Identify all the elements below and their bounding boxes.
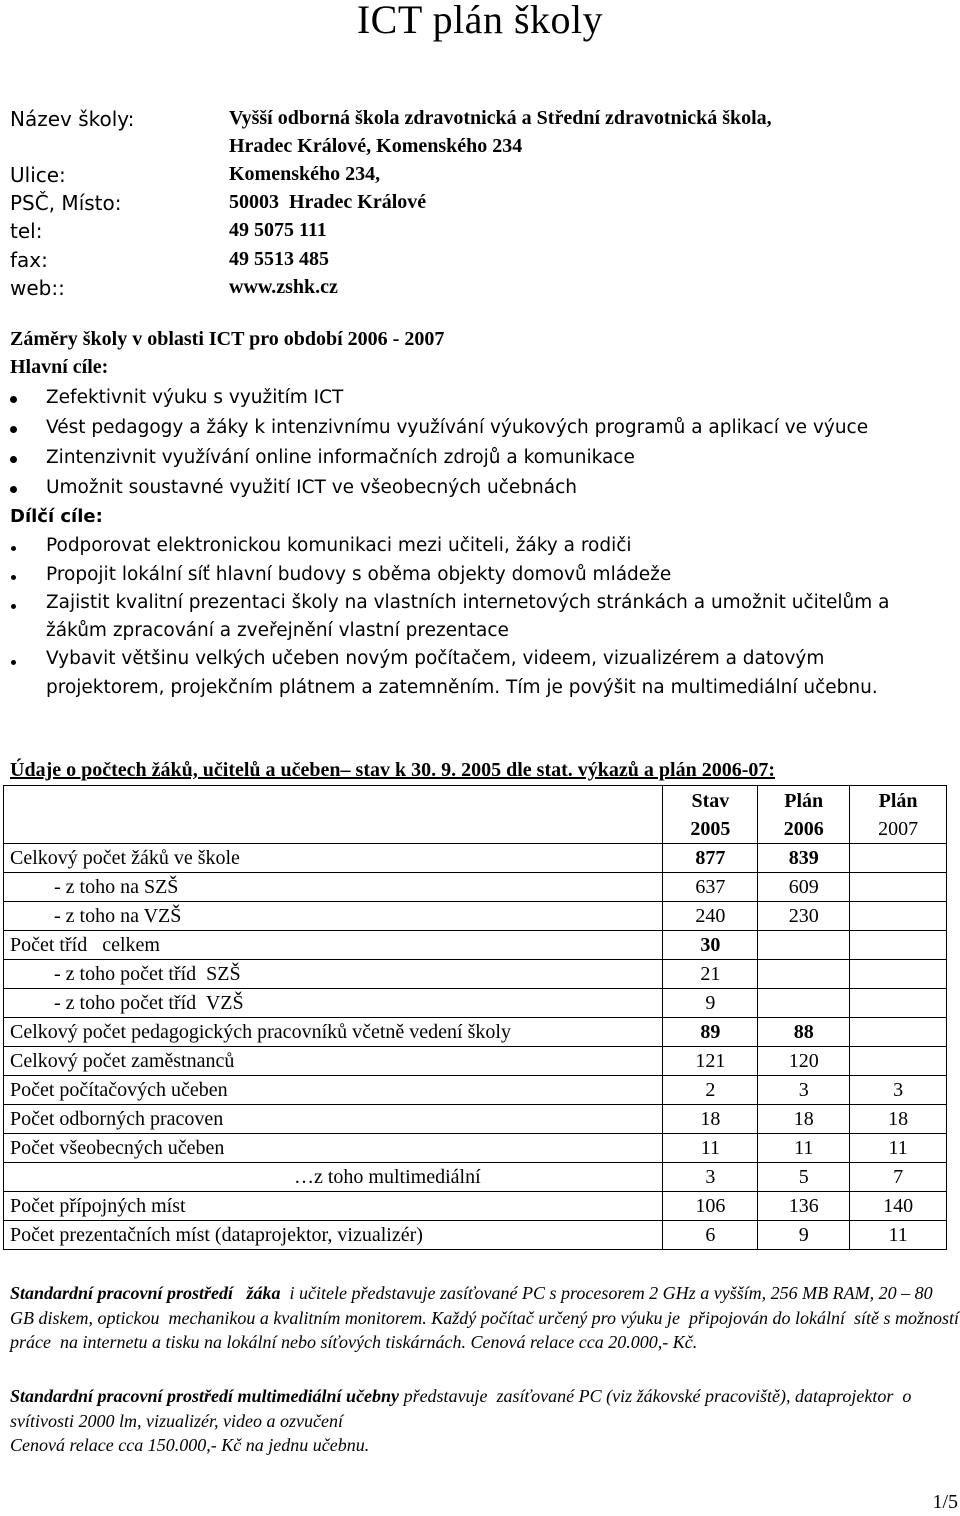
cell-value: 89 [663, 1018, 758, 1047]
list-item-continuation: žákům zpracování a zveřejnění vlastní prezentace [46, 620, 509, 641]
cell-value: 18 [758, 1105, 850, 1134]
list-item: Umožnit soustavné využití ICT ve všeobecných učebnách [46, 477, 577, 498]
cell-value: 3 [758, 1076, 850, 1105]
cell-value: 18 [663, 1105, 758, 1134]
table-row [4, 873, 947, 902]
statistics-table [3, 785, 947, 1250]
list-item: Zintenzivnit využívání online informačních zdrojů a komunikace [46, 447, 635, 468]
bullet-icon [10, 396, 17, 403]
row-label: - z toho na SZŠ [4, 873, 663, 902]
header-plan-year: 2007 [878, 818, 919, 840]
info-value-web: www.zshk.cz [229, 276, 338, 298]
main-goals-heading: Hlavní cíle: [10, 356, 109, 378]
table-row [4, 960, 947, 989]
table-row [4, 931, 947, 960]
info-label-street: Ulice: [10, 163, 66, 187]
row-label: - z toho na VZŠ [4, 902, 663, 931]
row-label: - z toho počet tříd SZŠ [4, 960, 663, 989]
table-row [4, 989, 947, 1018]
cell-value: 30 [663, 931, 758, 960]
cell-value [850, 960, 947, 989]
info-label-tel: tel: [10, 219, 43, 243]
cell-value: 11 [850, 1134, 947, 1163]
row-label: Celkový počet zaměstnanců [4, 1047, 663, 1076]
table-row [4, 1221, 947, 1250]
info-value-zip: 50003 Hradec Králové [229, 191, 427, 213]
cell-value: 2 [663, 1076, 758, 1105]
cell-value [758, 960, 850, 989]
list-item: Podporovat elektronickou komunikaci mezi učiteli, žáky a rodiči [46, 535, 632, 556]
cell-value: 7 [850, 1163, 947, 1192]
row-label: Počet všeobecných učeben [4, 1134, 663, 1163]
cell-value: 9 [663, 989, 758, 1018]
row-label: Počet počítačových učeben [4, 1076, 663, 1105]
info-value-name: Vyšší odborná škola zdravotnická a Střední zdravotnická škola, [229, 107, 772, 129]
goals-heading: Záměry školy v oblasti ICT pro období 2006 - 2007 [10, 328, 445, 350]
bullet-icon [11, 546, 16, 551]
cell-value: 21 [663, 960, 758, 989]
table-header-cell [850, 786, 947, 844]
info-value-fax: 49 5513 485 [229, 248, 329, 270]
table-header-row [4, 786, 947, 844]
cell-value: 877 [663, 844, 758, 873]
bullet-icon [11, 604, 16, 609]
list-item: Zefektivnit výuku s využitím ICT [46, 387, 344, 408]
table-row [4, 1105, 947, 1134]
table-header-cell [758, 786, 850, 844]
standard-classroom-paragraph [10, 1384, 960, 1433]
cell-value: 839 [758, 844, 850, 873]
cell-value [850, 873, 947, 902]
list-item-continuation: projektorem, projekčním plátnem a zatemněním. Tím je povýšit na multimediální učebnu. [46, 677, 878, 698]
cell-value [850, 931, 947, 960]
cell-value [758, 989, 850, 1018]
table-row [4, 1163, 947, 1192]
list-item: Zajistit kvalitní prezentaci školy na vlastních internetových stránkách a umožnit učitelům a [46, 592, 890, 613]
cell-value: 637 [663, 873, 758, 902]
header-plan: Plán [878, 790, 918, 812]
cell-value: 136 [758, 1192, 850, 1221]
cell-value: 609 [758, 873, 850, 902]
header-stav-year: 2005 [690, 818, 731, 840]
standard-pc-text: i učitele představuje zasíťované PC s procesorem 2 GHz a vyšším, 256 MB RAM, 20 – 80 GB diskem, optickou mechanikou a kvalitním monitorem. Každý počítač určený pro výuku je připojován do lokální sítě s možností práce na internetu a tisku na lokální nebo síťových tiskárnách. Cenová relace cca 20.000,- Kč. [10, 1283, 959, 1352]
cell-value [850, 902, 947, 931]
bullet-icon [11, 575, 16, 580]
cell-value [758, 931, 850, 960]
cell-value: 5 [758, 1163, 850, 1192]
header-plan-year: 2006 [783, 818, 824, 840]
standard-pc-heading: Standardní pracovní prostředí žáka [10, 1283, 281, 1303]
partial-goals-heading: Dílčí cíle: [10, 506, 103, 527]
header-stav: Stav [691, 790, 730, 812]
info-value-street: Komenského 234, [229, 163, 381, 185]
table-row [4, 1076, 947, 1105]
info-value-name-cont: Hradec Králové, Komenského 234 [229, 135, 523, 157]
standard-pc-paragraph [10, 1281, 960, 1355]
cell-value [850, 1047, 947, 1076]
table-title: Údaje o počtech žáků, učitelů a učeben– stav k 30. 9. 2005 dle stat. výkazů a plán 2006-07: [10, 759, 776, 781]
table-row [4, 1018, 947, 1047]
row-label: Celkový počet žáků ve škole [4, 844, 663, 873]
list-item: Vybavit většinu velkých učeben novým počítačem, videem, vizualizérem a datovým [46, 648, 825, 669]
cell-value: 140 [850, 1192, 947, 1221]
row-label: Počet přípojných míst [4, 1192, 663, 1221]
cell-value [850, 844, 947, 873]
table-row [4, 1192, 947, 1221]
cell-value: 88 [758, 1018, 850, 1047]
cell-value: 3 [850, 1076, 947, 1105]
row-label: Počet prezentačních míst (dataprojektor, vizualizér) [4, 1221, 663, 1250]
info-label-web: web:: [10, 276, 65, 300]
cell-value: 11 [663, 1134, 758, 1163]
cell-value: 240 [663, 902, 758, 931]
list-item: Propojit lokální síť hlavní budovy s oběma objekty domovů mládeže [46, 564, 672, 585]
list-item: Vést pedagogy a žáky k intenzivnímu využívání výukových programů a aplikací ve výuce [46, 417, 869, 438]
info-label-name: Název školy: [10, 107, 135, 131]
row-label: - z toho počet tříd VZŠ [4, 989, 663, 1018]
cell-value [850, 989, 947, 1018]
bullet-icon [11, 660, 16, 665]
row-label: …z toho multimediální [4, 1163, 663, 1192]
row-label: Počet tříd celkem [4, 931, 663, 960]
cell-value: 18 [850, 1105, 947, 1134]
standard-classroom-text: představuje zasíťované PC (viz žákovské pracoviště), dataprojektor o svítivosti 2000 lm, vizualizér, video a ozvučení [10, 1386, 916, 1431]
page-number: 1/5 [932, 1491, 958, 1513]
cell-value: 9 [758, 1221, 850, 1250]
cell-value: 121 [663, 1047, 758, 1076]
table-row [4, 1134, 947, 1163]
cell-value: 6 [663, 1221, 758, 1250]
row-label: Počet odborných pracoven [4, 1105, 663, 1134]
bullet-icon [10, 456, 17, 463]
table-row [4, 844, 947, 873]
row-label: Celkový počet pedagogických pracovníků včetně vedení školy [4, 1018, 663, 1047]
page-title: ICT plán školy [356, 0, 604, 42]
cell-value: 3 [663, 1163, 758, 1192]
header-plan: Plán [784, 790, 824, 812]
info-label-fax: fax: [10, 248, 48, 272]
cell-value: 230 [758, 902, 850, 931]
bullet-icon [10, 426, 17, 433]
table-row [4, 902, 947, 931]
cell-value [850, 1018, 947, 1047]
cell-value: 106 [663, 1192, 758, 1221]
cell-value: 120 [758, 1047, 850, 1076]
table-header-cell [4, 786, 663, 844]
table-header-cell [663, 786, 758, 844]
classroom-price: Cenová relace cca 150.000,- Kč na jednu učebnu. [10, 1435, 370, 1455]
standard-classroom-heading: Standardní pracovní prostředí multimediální učebny [10, 1386, 400, 1406]
bullet-icon [10, 486, 17, 493]
info-value-tel: 49 5075 111 [229, 219, 327, 241]
cell-value: 11 [850, 1221, 947, 1250]
table-row [4, 1047, 947, 1076]
cell-value: 11 [758, 1134, 850, 1163]
info-label-zip: PSČ, Místo: [10, 191, 122, 215]
